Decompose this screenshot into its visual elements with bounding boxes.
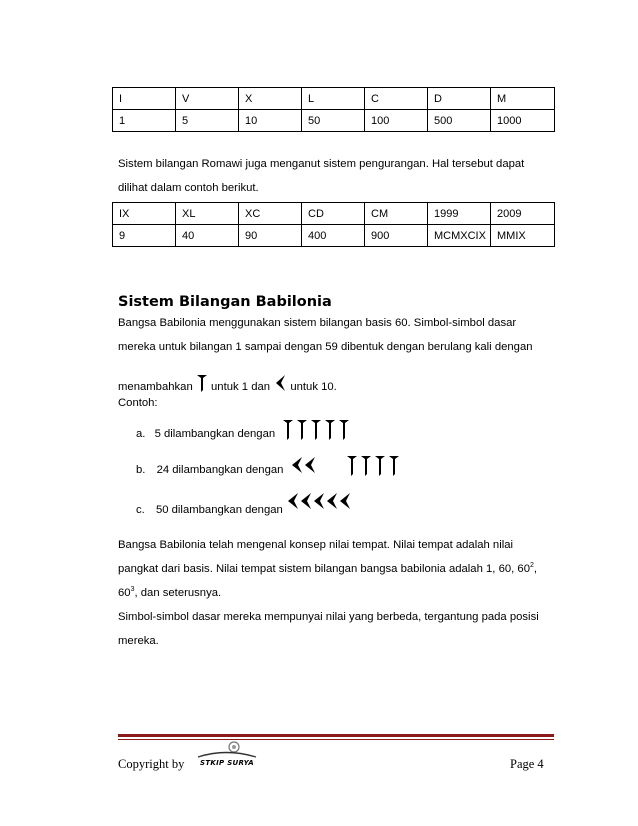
roman-numeral-table: [112, 87, 555, 132]
table-cell: L: [302, 88, 365, 110]
text-fragment: menambahkan: [118, 381, 193, 393]
list-marker: b.: [136, 464, 146, 476]
table-cell: V: [176, 88, 239, 110]
cuneiform-fifty-icon: [286, 490, 352, 514]
paragraph-line: mereka.: [118, 635, 159, 647]
table-cell: 100: [365, 110, 428, 132]
table-cell: D: [428, 88, 491, 110]
example-label: Contoh:: [118, 397, 158, 409]
table-cell: 50: [302, 110, 365, 132]
example-text: 5 dilambangkan dengan: [154, 428, 276, 440]
symbols-line: [118, 373, 337, 393]
table-cell: 400: [302, 225, 365, 247]
place-value-paragraph: [118, 533, 554, 653]
cuneiform-twenty-four-icon: [290, 454, 402, 478]
table-cell: XC: [239, 203, 302, 225]
table-cell: M: [491, 88, 555, 110]
table-cell: 900: [365, 225, 428, 247]
paragraph-line: Bangsa Babilonia telah mengenal konsep nilai tempat. Nilai tempat adalah nilai: [118, 539, 514, 551]
intro-paragraph: [118, 311, 554, 359]
table-row: [113, 88, 555, 110]
page-number: Page 4: [510, 757, 544, 771]
example-item-a: [136, 428, 275, 440]
paragraph-line: Simbol-simbol dasar mereka mempunyai nilai yang berbeda, tergantung pada posisi: [118, 611, 539, 623]
table-cell: 40: [176, 225, 239, 247]
section-heading: Sistem Bilangan Babilonia: [118, 294, 332, 310]
cuneiform-ten-icon: [273, 373, 287, 393]
text-fragment: untuk 10.: [290, 381, 337, 393]
text-fragment: pangkat dari basis. Nilai tempat sistem bilangan bangsa babilonia adalah 1, 60, 60: [118, 563, 530, 575]
table-cell: MMIX: [491, 225, 555, 247]
text-fragment: ,: [533, 563, 538, 575]
table-cell: 2009: [491, 203, 555, 225]
roman-subtraction-table: [112, 202, 555, 247]
superscript: 3: [130, 586, 135, 594]
paragraph-line: dilihat dalam contoh berikut.: [118, 182, 259, 194]
table-row: [113, 110, 555, 132]
footer-divider: [118, 734, 554, 737]
example-item-c: [136, 504, 283, 516]
table-cell: X: [239, 88, 302, 110]
table-cell: 1: [113, 110, 176, 132]
table-cell: 90: [239, 225, 302, 247]
text-fragment: 60: [118, 587, 131, 599]
table-cell: 1000: [491, 110, 555, 132]
paragraph-line: Bangsa Babilonia menggunakan sistem bilangan basis 60. Simbol-simbol dasar: [118, 317, 517, 329]
table-cell: MCMXCIX: [428, 225, 491, 247]
logo-text: STKIP SURYA: [200, 759, 255, 767]
table-cell: IX: [113, 203, 176, 225]
table-cell: XL: [176, 203, 239, 225]
text-fragment: untuk 1 dan: [211, 381, 271, 393]
table-cell: 9: [113, 225, 176, 247]
table-cell: 500: [428, 110, 491, 132]
table-row: [113, 203, 555, 225]
paragraph-line: mereka untuk bilangan 1 sampai dengan 59 dibentuk dengan berulang kali dengan: [118, 341, 533, 353]
cuneiform-one-icon: [196, 373, 208, 393]
paragraph-line: [118, 581, 554, 605]
table-cell: 10: [239, 110, 302, 132]
table-cell: CD: [302, 203, 365, 225]
subtraction-paragraph: [118, 152, 554, 200]
footer-divider-thin: [118, 739, 554, 740]
paragraph-line: [118, 557, 554, 581]
paragraph-line: Sistem bilangan Romawi juga menganut sistem pengurangan. Hal tersebut dapat: [118, 158, 525, 170]
cuneiform-five-icon: [282, 418, 352, 442]
example-item-b: [136, 464, 283, 476]
table-cell: 5: [176, 110, 239, 132]
example-text: 50 dilambangkan dengan: [155, 504, 283, 516]
superscript: 2: [529, 562, 534, 570]
table-cell: C: [365, 88, 428, 110]
table-cell: 1999: [428, 203, 491, 225]
stkip-surya-logo: [196, 740, 258, 770]
list-marker: a.: [136, 428, 146, 440]
table-cell: CM: [365, 203, 428, 225]
example-text: 24 dilambangkan dengan: [156, 464, 284, 476]
list-marker: c.: [136, 504, 145, 516]
table-row: [113, 225, 555, 247]
footer-copyright: Copyright by: [118, 757, 185, 771]
text-fragment: , dan seterusnya.: [134, 587, 222, 599]
table-cell: I: [113, 88, 176, 110]
